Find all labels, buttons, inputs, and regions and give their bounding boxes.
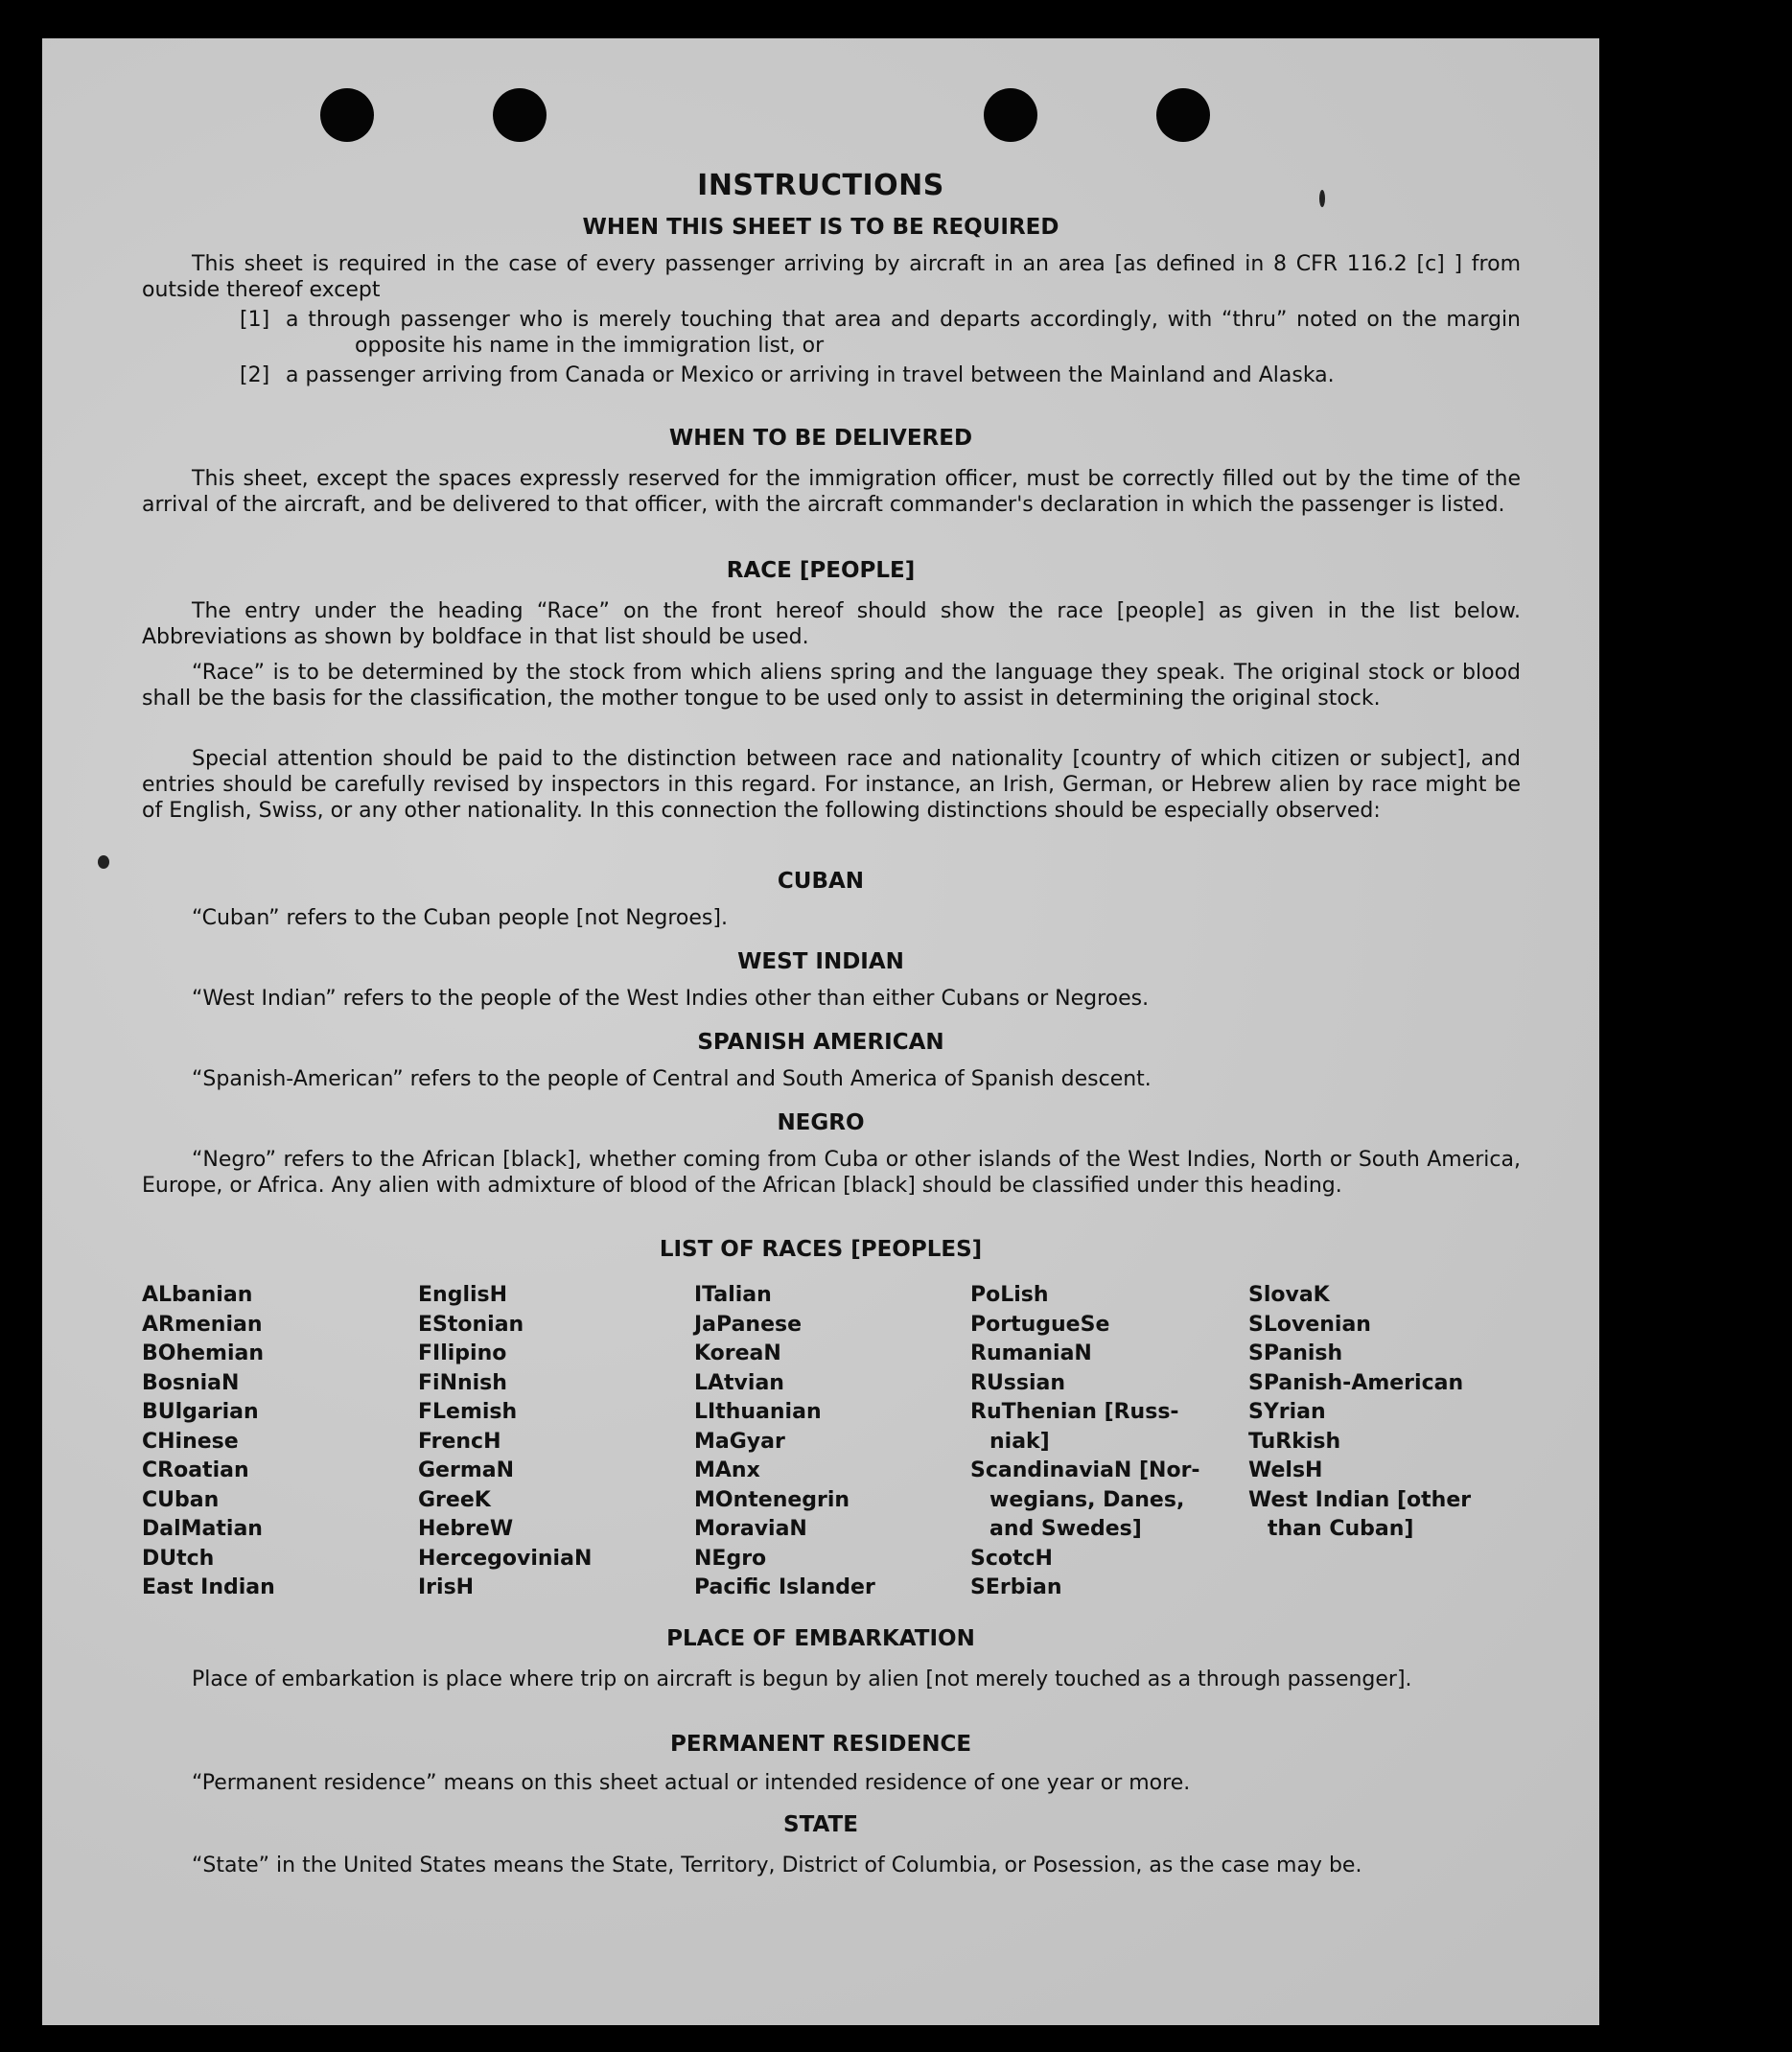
race-item: ScotcH: [970, 1546, 1053, 1571]
race-item: ScandinaviaN [Nor-: [970, 1458, 1200, 1482]
section-heading: STATE: [783, 1812, 858, 1837]
race-item: ARmenian: [142, 1312, 263, 1337]
race-item: than Cuban]: [1268, 1517, 1414, 1541]
paragraph: Place of embarkation is place where trip on aircraft is begun by alien [not merely touched as a through passenger].: [192, 1667, 1412, 1691]
section-heading: LIST OF RACES [PEOPLES]: [659, 1237, 983, 1262]
section-heading: RACE [PEOPLE]: [726, 558, 916, 583]
race-item: GreeK: [418, 1487, 491, 1512]
race-item: JaPanese: [694, 1312, 803, 1337]
race-item: HercegoviniaN: [418, 1546, 593, 1571]
paragraph: “Cuban” refers to the Cuban people [not Negroes].: [192, 906, 728, 930]
race-item: LIthuanian: [694, 1400, 822, 1424]
paragraph: This sheet, except the spaces expressly reserved for the immigration officer, must be correctly filled out by the time of the arrival of the aircraft, and be delivered to that officer, with the aircraft commander's declaration in which the passenger is listed.: [142, 467, 1521, 517]
paragraph: “West Indian” refers to the people of the West Indies other than either Cubans or Negroes.: [192, 987, 1150, 1011]
race-item: RuThenian [Russ-: [970, 1400, 1179, 1424]
race-item: West Indian [other: [1248, 1487, 1472, 1512]
race-item: RumaniaN: [970, 1341, 1092, 1365]
race-item: MoraviaN: [694, 1517, 807, 1541]
race-item: MaGyar: [694, 1429, 785, 1454]
race-item: FrencH: [418, 1429, 501, 1454]
race-item: FLemish: [418, 1400, 518, 1424]
race-item: SPanish-American: [1248, 1370, 1464, 1395]
race-item: and Swedes]: [989, 1517, 1142, 1541]
punch-hole: [320, 88, 374, 142]
races-column-2: [418, 1281, 592, 1603]
race-item: CUban: [142, 1487, 220, 1512]
race-item: EnglisH: [418, 1283, 508, 1307]
race-item: SLovenian: [1248, 1312, 1371, 1337]
race-item: DalMatian: [142, 1517, 263, 1541]
page-title: INSTRUCTIONS: [697, 169, 944, 202]
punch-hole: [1156, 88, 1210, 142]
section-heading: NEGRO: [777, 1110, 865, 1135]
race-item: IrisH: [418, 1575, 475, 1599]
paragraph: This sheet is required in the case of every passenger arriving by aircraft in an area [as defined in 8 CFR 116.2 [c] ] from outside thereof except: [142, 252, 1521, 302]
race-item: BosniaN: [142, 1370, 240, 1395]
paragraph: “Negro” refers to the African [black], whether coming from Cuba or other islands of the West Indies, North or South America, Europe, or Africa. Any alien with admixture of blood of the African [black] should be classified under this heading.: [142, 1148, 1521, 1198]
paragraph: “State” in the United States means the State, Territory, District of Columbia, or Posession, as the case may be.: [192, 1854, 1362, 1877]
race-item: KoreaN: [694, 1341, 781, 1365]
list-number: [2]: [240, 363, 270, 387]
section-heading: CUBAN: [777, 869, 865, 894]
race-item: EStonian: [418, 1312, 524, 1337]
list-item-text: a through passenger who is merely touching that area and departs accordingly, with “thru” noted on the margin opposite his name in the immigration list, or: [286, 308, 1521, 358]
race-item: TuRkish: [1248, 1429, 1341, 1454]
section-heading: PLACE OF EMBARKATION: [666, 1626, 975, 1651]
race-item: ITalian: [694, 1283, 772, 1307]
race-item: ALbanian: [142, 1283, 253, 1307]
paragraph: Special attention should be paid to the distinction between race and nationality [country of which citizen or subject], and entries should be carefully revised by inspectors in this regard. For instance, an Irish, German, or Hebrew alien by race might be of English, Swiss, or any other nationality. In this connection the following distinctions should be especially observed:: [142, 747, 1521, 823]
race-item: PoLish: [970, 1283, 1049, 1307]
race-item: SYrian: [1248, 1400, 1326, 1424]
race-item: BOhemian: [142, 1341, 265, 1365]
section-heading: SPANISH AMERICAN: [697, 1030, 944, 1055]
section-heading: WEST INDIAN: [737, 949, 904, 974]
section-heading: WHEN THIS SHEET IS TO BE REQUIRED: [582, 215, 1059, 240]
list-item: a passenger arriving from Canada or Mexico or arriving in travel between the Mainland and Alaska.: [286, 363, 1335, 387]
race-item: niak]: [989, 1429, 1050, 1454]
race-item: SPanish: [1248, 1341, 1343, 1365]
paragraph: “Permanent residence” means on this sheet actual or intended residence of one year or more.: [192, 1771, 1191, 1795]
punch-hole: [493, 88, 547, 142]
race-item: GermaN: [418, 1458, 515, 1482]
ink-spot: [98, 855, 109, 869]
race-item: WelsH: [1248, 1458, 1323, 1482]
race-item: SlovaK: [1248, 1283, 1330, 1307]
races-column-3: [694, 1281, 875, 1603]
races-column-4: [970, 1281, 1200, 1603]
race-item: MAnx: [694, 1458, 760, 1482]
race-item: PortugueSe: [970, 1312, 1110, 1337]
race-item: SErbian: [970, 1575, 1062, 1599]
race-item: BUlgarian: [142, 1400, 259, 1424]
list-item: [286, 307, 1521, 359]
race-item: RUssian: [970, 1370, 1066, 1395]
document-sheet: [42, 38, 1599, 2025]
race-item: CHinese: [142, 1429, 239, 1454]
race-item: MOntenegrin: [694, 1487, 850, 1512]
race-item: DUtch: [142, 1546, 215, 1571]
paragraph: “Spanish-American” refers to the people of Central and South America of Spanish descent.: [192, 1067, 1152, 1091]
races-column-5: [1248, 1281, 1471, 1545]
paragraph: The entry under the heading “Race” on the front hereof should show the race [people] as given in the list below. Abbreviations as shown by boldface in that list should be used.: [142, 599, 1521, 649]
races-column-1: [142, 1281, 275, 1603]
section-heading: PERMANENT RESIDENCE: [669, 1732, 972, 1757]
race-item: East Indian: [142, 1575, 275, 1599]
punch-hole: [984, 88, 1037, 142]
race-item: CRoatian: [142, 1458, 249, 1482]
race-item: Pacific Islander: [694, 1575, 875, 1599]
race-item: NEgro: [694, 1546, 767, 1571]
section-heading: WHEN TO BE DELIVERED: [668, 426, 973, 451]
race-item: LAtvian: [694, 1370, 784, 1395]
paragraph: “Race” is to be determined by the stock from which aliens spring and the language they speak. The original stock or blood shall be the basis for the classification, the mother tongue to be used only to assist in determining the original stock.: [142, 661, 1521, 711]
race-item: HebreW: [418, 1517, 514, 1541]
race-item: FIlipino: [418, 1341, 507, 1365]
race-item: wegians, Danes,: [989, 1487, 1185, 1512]
list-number: [1]: [240, 308, 270, 332]
race-item: FiNnish: [418, 1370, 507, 1395]
